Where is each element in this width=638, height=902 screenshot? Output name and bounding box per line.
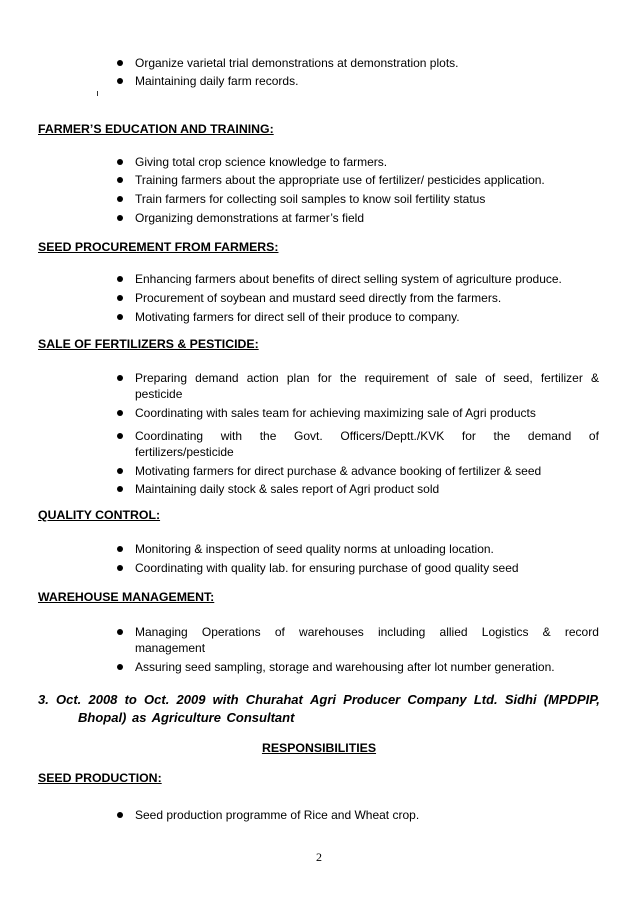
- word: 2009: [176, 692, 206, 707]
- bullet: [117, 565, 123, 571]
- list-item: Enhancing farmers about benefits of direct selling system of agriculture produce.: [135, 272, 562, 286]
- word: Agri: [310, 692, 336, 707]
- bullet: [117, 295, 123, 301]
- word: Managing: [135, 625, 188, 639]
- word: allied: [439, 625, 468, 639]
- bullet: [117, 546, 123, 552]
- job-heading-line2: Bhopal) as Agriculture Consultant: [78, 710, 295, 725]
- responsibilities-title: RESPONSIBILITIES: [261, 741, 377, 755]
- job-heading-line1: [38, 692, 600, 708]
- list-item-continuation: management: [135, 641, 206, 655]
- list-item: Giving total crop science knowledge to farmers.: [135, 155, 388, 169]
- section-heading-seed-production: SEED PRODUCTION:: [38, 771, 162, 785]
- list-item: Coordinating with sales team for achieving maximizing sale of Agri products: [135, 406, 536, 420]
- word: action: [246, 371, 279, 385]
- word: demand: [195, 371, 239, 385]
- page-number: 2: [316, 850, 322, 864]
- word: the: [259, 429, 277, 443]
- bullet: [117, 314, 123, 320]
- list-item: Training farmers about the appropriate use of fertilizer/ pesticides application.: [135, 173, 545, 187]
- list-item: Train farmers for collecting soil samples to know soil fertility status: [135, 192, 486, 206]
- bullet: [117, 60, 123, 66]
- word: demand: [527, 429, 572, 443]
- word: warehouses: [299, 625, 364, 639]
- word: the: [493, 429, 511, 443]
- word: fertilizer: [540, 371, 583, 385]
- word: (MPDPIP,: [543, 692, 600, 707]
- word: of: [436, 371, 447, 385]
- word: Oct.: [56, 692, 82, 707]
- bullet: [117, 486, 123, 492]
- list-item: Procurement of soybean and mustard seed directly from the farmers.: [135, 291, 502, 305]
- bullet: [117, 629, 123, 635]
- word: plan: [286, 371, 310, 385]
- bullet: [117, 433, 123, 439]
- word: Company: [407, 692, 467, 707]
- word: requirement: [364, 371, 429, 385]
- word: of: [588, 429, 599, 443]
- word: of: [274, 625, 285, 639]
- word: Officers/Deptt./KVK: [340, 429, 445, 443]
- word: Ltd.: [473, 692, 498, 707]
- list-item-continuation: pesticide: [135, 387, 183, 401]
- word: for: [461, 429, 476, 443]
- list-item: Maintaining daily stock & sales report of Agri product sold: [135, 482, 440, 496]
- word: &: [590, 371, 599, 385]
- bullet: [117, 215, 123, 221]
- word: Preparing: [135, 371, 188, 385]
- word: the: [339, 371, 357, 385]
- list-item: Organizing demonstrations at farmer’s field: [135, 211, 364, 225]
- list-item: Monitoring & inspection of seed quality norms at unloading location.: [135, 542, 494, 556]
- bullet: [117, 410, 123, 416]
- section-heading-education: FARMER’S EDUCATION AND TRAINING:: [38, 122, 274, 136]
- list-item: Motivating farmers for direct sell of their produce to company.: [135, 310, 460, 324]
- section-heading-quality: QUALITY CONTROL:: [38, 508, 161, 522]
- word: Churahat: [245, 692, 303, 707]
- bullet: [117, 375, 123, 381]
- section-heading-warehouse: WAREHOUSE MANAGEMENT:: [38, 590, 215, 604]
- word: for: [317, 371, 332, 385]
- word: Coordinating: [135, 429, 204, 443]
- word: including: [377, 625, 426, 639]
- list-item: Coordinating with quality lab. for ensuring purchase of good quality seed: [135, 561, 519, 575]
- word: sale: [455, 371, 478, 385]
- list-item: Assuring seed sampling, storage and warehousing after lot number generation.: [135, 660, 555, 674]
- bullet: [117, 664, 123, 670]
- word: Sidhi: [504, 692, 537, 707]
- word: with: [220, 429, 243, 443]
- word: 3.: [38, 692, 49, 707]
- word: 2008: [88, 692, 118, 707]
- word: Oct.: [144, 692, 170, 707]
- word: &: [542, 625, 551, 639]
- list-item: Maintaining daily farm records.: [135, 74, 299, 88]
- bullet: [117, 468, 123, 474]
- section-heading-procurement: SEED PROCUREMENT FROM FARMERS:: [38, 240, 279, 254]
- bullet: [117, 78, 123, 84]
- list-item-justified: [135, 625, 599, 639]
- word: with: [212, 692, 239, 707]
- word: Govt.: [294, 429, 323, 443]
- word: record: [564, 625, 599, 639]
- word: of: [485, 371, 496, 385]
- list-item: Seed production programme of Rice and Wheat crop.: [135, 808, 420, 822]
- stray-mark: [97, 91, 98, 96]
- word: Producer: [343, 692, 401, 707]
- bullet: [117, 276, 123, 282]
- list-item-justified: [135, 429, 599, 443]
- list-item-continuation: fertilizers/pesticide: [135, 445, 234, 459]
- word: Operations: [201, 625, 261, 639]
- bullet: [117, 196, 123, 202]
- word: to: [124, 692, 137, 707]
- bullet: [117, 159, 123, 165]
- word: seed,: [503, 371, 533, 385]
- list-item: Organize varietal trial demonstrations at demonstration plots.: [135, 56, 459, 70]
- list-item: Motivating farmers for direct purchase & advance booking of fertilizer & seed: [135, 464, 542, 478]
- bullet: [117, 177, 123, 183]
- word: Logistics: [481, 625, 529, 639]
- section-heading-sale: SALE OF FERTILIZERS & PESTICIDE:: [38, 337, 259, 351]
- bullet: [117, 812, 123, 818]
- list-item-justified: [135, 371, 599, 385]
